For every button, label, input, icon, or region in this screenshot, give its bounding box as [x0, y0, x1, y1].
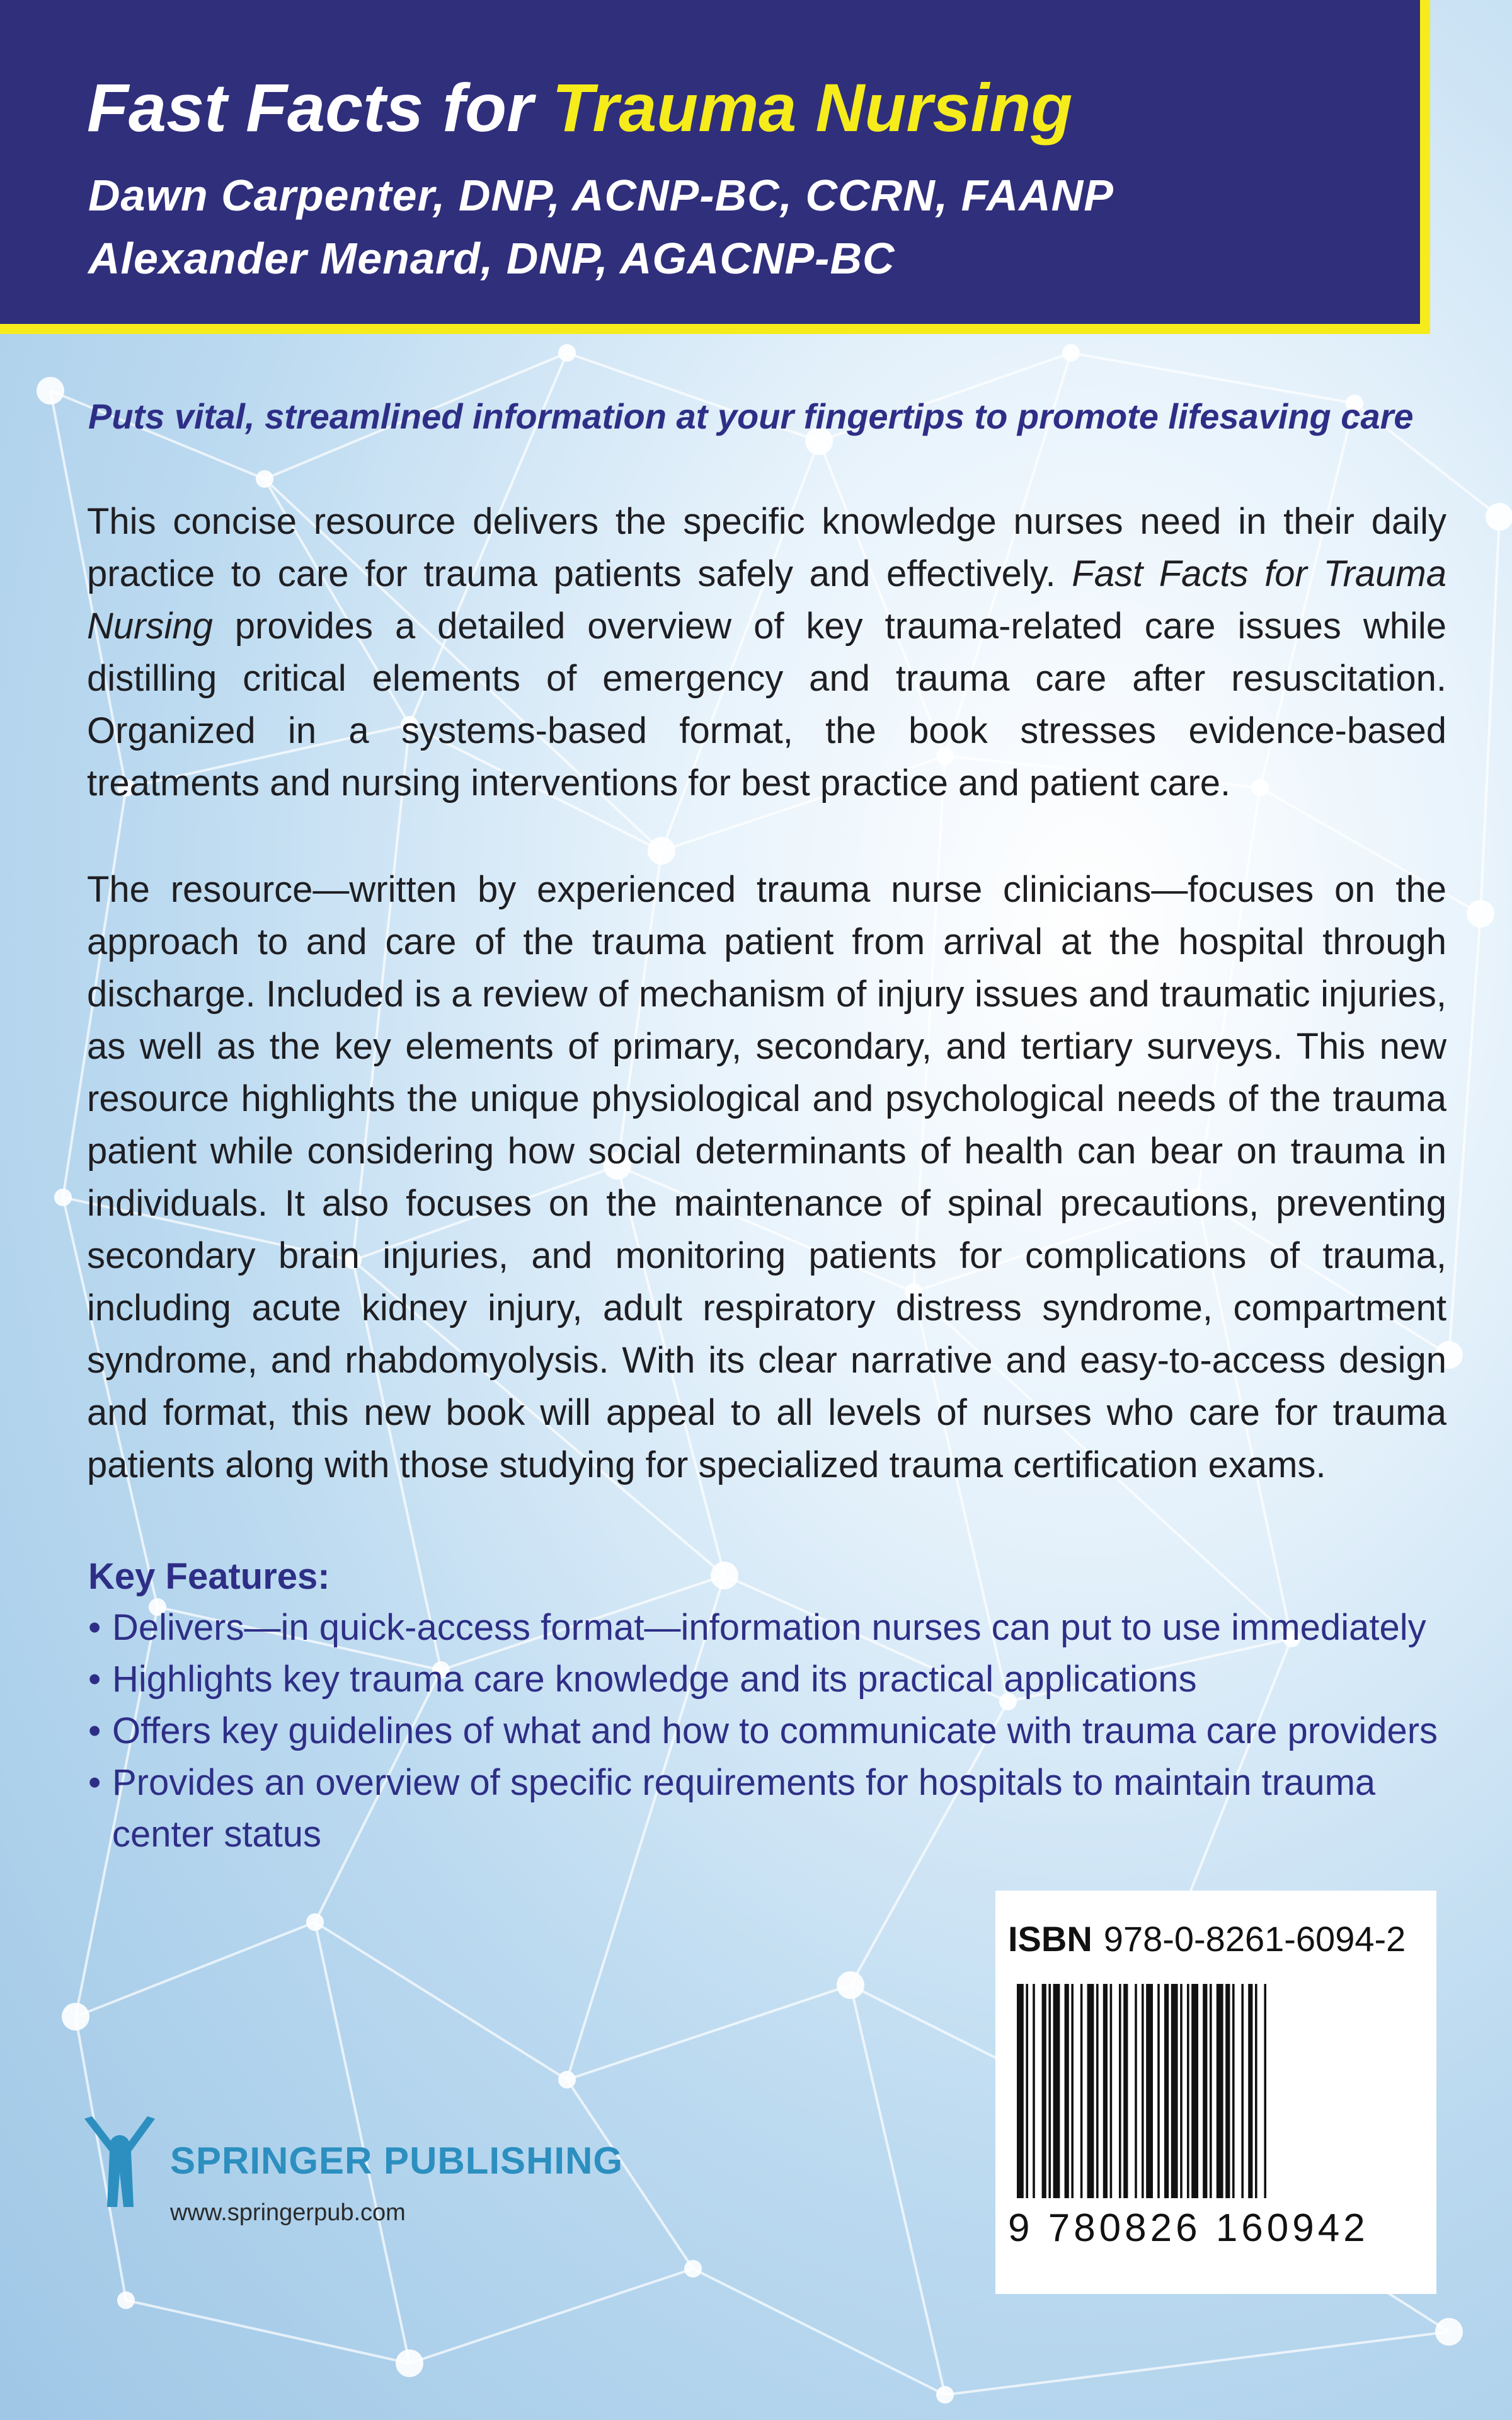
paragraph-1-text-end: provides a detailed overview of key trauma-related care issues while distilling critical elements of emergency and trauma care after resuscitation. Organized in a systems-based format, the book stresses evidence-based treatments and nursing interventions for best practice and patient care. — [87, 606, 1446, 804]
barcode-graphic — [1014, 1984, 1418, 2198]
book-title — [87, 68, 1072, 147]
paragraph-1-book-title: Fast Facts for Trauma Nursing — [87, 553, 1446, 647]
publisher-logo — [82, 2112, 624, 2251]
author-2: Alexander Menard, DNP, AGACNP-BC — [88, 234, 895, 283]
isbn-label — [1008, 1918, 1406, 1959]
barcode-digits: 9 780826 160942 — [1008, 2206, 1369, 2250]
key-features-list — [88, 1602, 1449, 1860]
publisher-name: SPRINGER PUBLISHING — [170, 2140, 624, 2182]
isbn-barcode-box — [995, 1891, 1436, 2294]
isbn-number: 978-0-8261-6094-2 — [1103, 1919, 1406, 1959]
book-title-prefix: Fast Facts for — [87, 69, 553, 146]
description-paragraph-1 — [87, 495, 1446, 809]
key-feature-item: • Offers key guidelines of what and how to communicate with trauma care providers — [88, 1705, 1449, 1757]
publisher-url[interactable]: www.springerpub.com — [170, 2199, 406, 2226]
springer-figure-icon — [82, 2112, 158, 2213]
paragraph-1-text-start: This concise resource delivers the specific knowledge nurses need in their daily practice to care for trauma patients safely and effectively. — [87, 501, 1446, 594]
description-paragraph-2: The resource—written by experienced trauma nurse clinicians—focuses on the approach to and care of the trauma patient from arrival at the hospital through discharge. Included is a review of mechanism of injury issues and traumatic injuries, as well as the key elements of primary, secondary, and tertiary surveys. This new resource highlights the unique physiological and psychological needs of the trauma patient while considering how social determinants of health can bear on trauma in individuals. It also focuses on the maintenance of spinal precautions, preventing secondary brain injuries, and monitoring patients for complications of trauma, including acute kidney injury, adult respiratory distress syndrome, compartment syndrome, and rhabdomyolysis. With its clear narrative and easy-to-access design and format, this new book will appeal to all levels of nurses who care for trauma patients along with those studying for specialized trauma certification exams. — [87, 869, 1446, 1485]
key-feature-item: • Provides an overview of specific requirements for hospitals to maintain trauma center status — [88, 1757, 1449, 1860]
author-1: Dawn Carpenter, DNP, ACNP-BC, CCRN, FAANP — [88, 171, 1114, 220]
key-feature-item: • Highlights key trauma care knowledge and its practical applications — [88, 1654, 1449, 1705]
key-feature-item: • Delivers—in quick-access format—information nurses can put to use immediately — [88, 1602, 1449, 1654]
key-features-heading: Key Features: — [88, 1556, 330, 1597]
isbn-word: ISBN — [1008, 1919, 1092, 1959]
book-title-accent: Trauma Nursing — [552, 69, 1073, 146]
tagline: Puts vital, streamlined information at your fingertips to promote lifesaving care — [88, 396, 1414, 436]
title-banner — [0, 0, 1430, 334]
